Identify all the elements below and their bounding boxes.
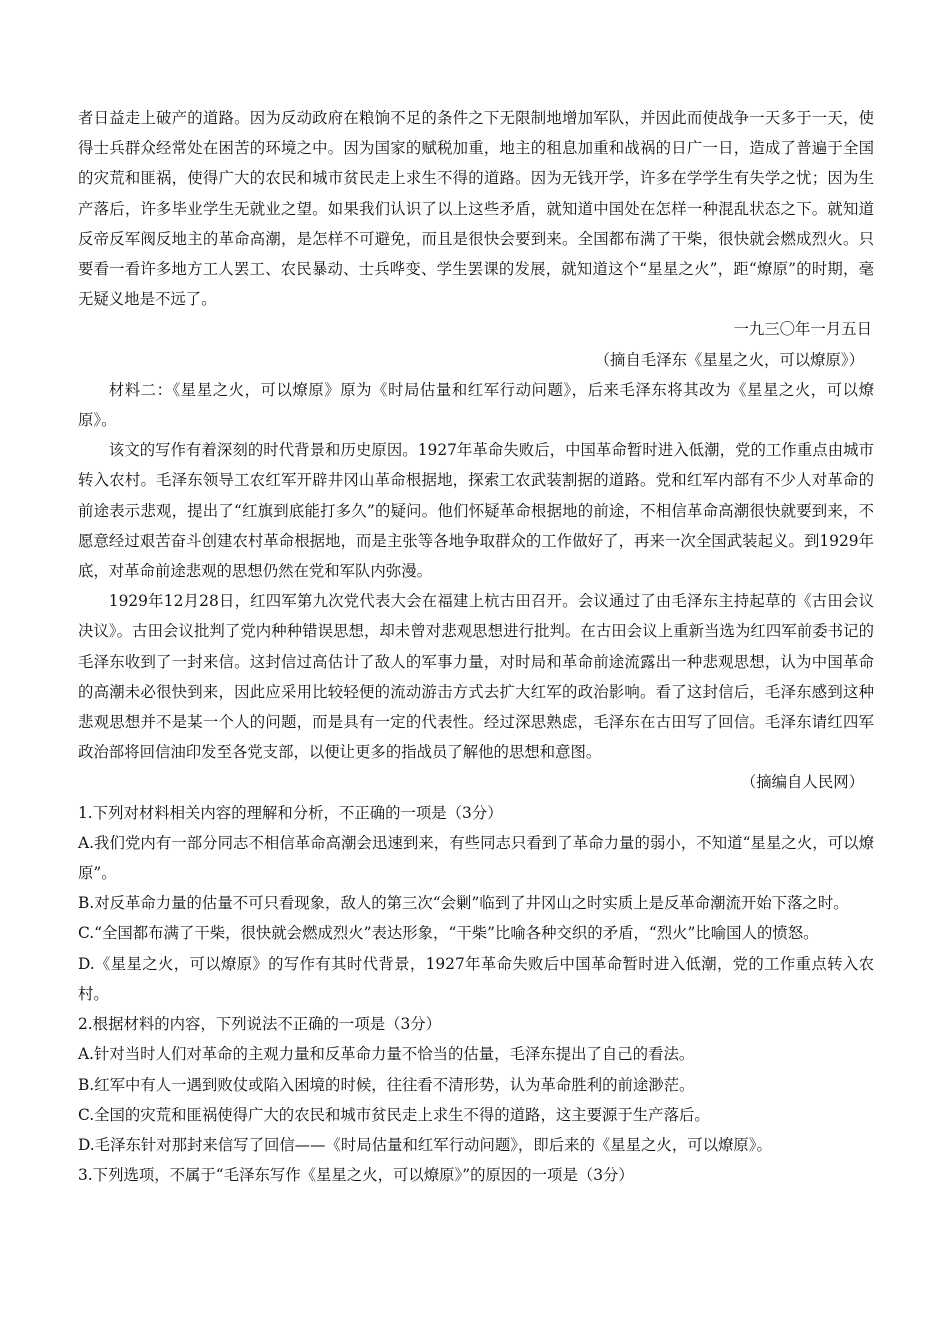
option-d[interactable]: D.毛泽东针对那封来信写了回信——《时局估量和红军行动问题》，即后来的《星星之火，可以燎原》。 — [78, 1135, 772, 1154]
document-page — [78, 103, 874, 1190]
option-a[interactable]: A.我们党内有一部分同志不相信革命高潮会迅速到来，有些同志只看到了革命力量的弱小，不知道“星星之火，可以燎原”。 — [78, 833, 874, 883]
question-2 — [78, 1009, 874, 1160]
question-stem: 2.根据材料的内容，下列说法不正确的一项是（3分） — [78, 1015, 442, 1034]
option-d[interactable]: D.《星星之火，可以燎原》的写作有其时代背景，1927年革命失败后中国革命暂时进入低潮，党的工作重点转入农村。 — [78, 954, 874, 1003]
material2-gutian: 1929年12月28日，红四军第九次党代表大会在福建上杭古田召开。会议通过了由毛泽东主持起草的《古田会议决议》。古田会议批判了党内种种错误思想，却未曾对悲观思想进行批判。在古田会议上重新当选为红四军前委书记的毛泽东收到了一封来信。这封信过高估计了敌人的军事力量，对时局和革命前途流露出一种悲观思想，认为中国革命的高潮未必很快到来，因此应采用比较轻便的流动游击方式去扩大红军的政治影响。看了这封信后，毛泽东感到这种悲观思想并不是某一个人的问题，而是具有一定的代表性。经过深思熟虑，毛泽东在古田写了回信。毛泽东请红四军政治部将回信油印发至各党支部，以便让更多的指战员了解他的思想和意图。 — [78, 592, 874, 762]
option-b[interactable]: B.对反革命力量的估量不可只看现象，敌人的第三次“会剿”临到了井冈山之时实质上是反革命潮流开始下落之时。 — [78, 894, 849, 913]
question-stem: 1.下列对材料相关内容的理解和分析，不正确的一项是（3分） — [78, 803, 503, 822]
question-stem: 3.下列选项，不属于“毛泽东写作《星星之火，可以燎原》”的原因的一项是（3分） — [78, 1166, 634, 1185]
passage-paragraph: 者日益走上破产的道路。因为反动政府在粮饷不足的条件之下无限制地增加军队，并因此而使战争一天多于一天，使得士兵群众经常处在困苦的环境之中。因为国家的赋税加重，地主的租息加重和战祸的日广一日，造成了普遍于全国的灾荒和匪祸，使得广大的农民和城市贫民走上求生不得的道路。因为无钱开学，许多在学学生有失学之忧；因为生产落后，许多毕业学生无就业之望。如果我们认识了以上这些矛盾，就知道中国处在怎样一种混乱状态之下。就知道反帝反军阀反地主的革命高潮，是怎样不可避免，而且是很快会要到来。全国都布满了干柴，很快就会燃成烈火。只要看一看许多地方工人罢工、农民暴动、士兵哗变、学生罢课的发展，就知道这个“星星之火”，距“燎原”的时期，毫无疑义地是不远了。 — [78, 109, 874, 309]
material2-intro: 材料二：《星星之火，可以燎原》原为《时局估量和红军行动问题》，后来毛泽东将其改为《星星之火，可以燎原》。 — [78, 380, 874, 430]
option-b[interactable]: B.红军中有人一遇到败仗或陷入困境的时候，往往看不清形势，认为革命胜利的前途渺茫。 — [78, 1075, 695, 1094]
material2-background: 该文的写作有着深刻的时代背景和历史原因。1927年革命失败后，中国革命暂时进入低潮，党的工作重点由城市转入农村。毛泽东领导工农红军开辟井冈山革命根据地，探索工农武装割据的道路。党和红军内部有不少人对革命的前途表示悲观，提出了“红旗到底能打多久”的疑问。他们怀疑革命根据地的前途，不相信革命高潮很快就要到来，不愿意经过艰苦奋斗创建农村革命根据地，而是主张等各地争取群众的工作做好了，再来一次全国武装起义。到1929年底，对革命前途悲观的思想仍然在党和军队内弥漫。 — [78, 441, 874, 581]
passage-source: （摘自毛泽东《星星之火，可以燎原》） — [594, 350, 864, 369]
material2-source: （摘编自人民网） — [740, 773, 864, 792]
option-c[interactable]: C.“全国都布满了干柴，很快就会燃成烈火”表达形象，“干柴”比喻各种交织的矛盾，“烈火”比喻国人的愤怒。 — [78, 924, 819, 943]
option-c[interactable]: C.全国的灾荒和匪祸使得广大的农民和城市贫民走上求生不得的道路，这主要源于生产落后。 — [78, 1105, 710, 1124]
passage-date: 一九三〇年一月五日 — [733, 320, 872, 339]
question-1 — [78, 798, 874, 1009]
option-a[interactable]: A.针对当时人们对革命的主观力量和反革命力量不恰当的估量，毛泽东提出了自己的看法。 — [78, 1045, 695, 1064]
question-3 — [78, 1160, 874, 1190]
